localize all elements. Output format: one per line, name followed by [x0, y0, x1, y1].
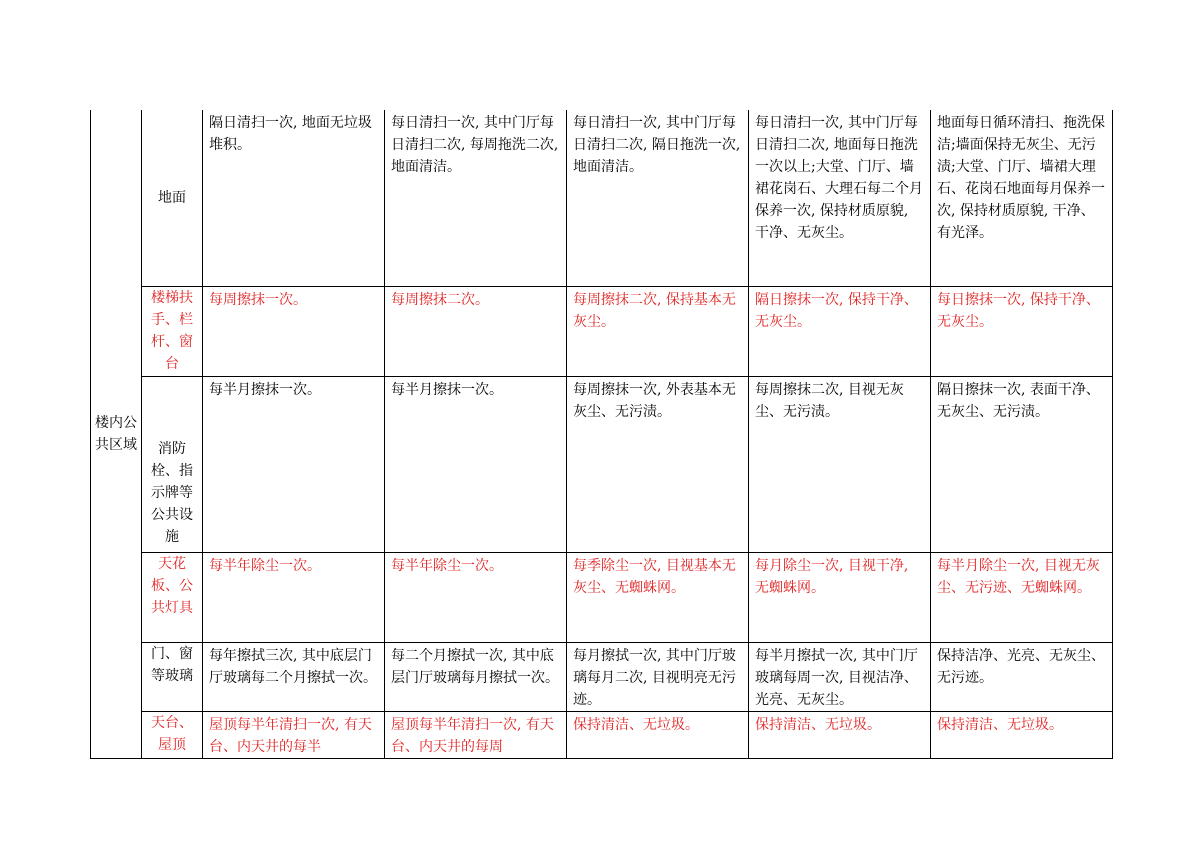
standard-cell: 屋顶每半年清扫一次, 有天台、内天井的每半: [203, 711, 385, 758]
standard-cell: 每月除尘一次, 目视干净, 无蜘蛛网。: [749, 552, 931, 642]
standard-cell: 每半年除尘一次。: [203, 552, 385, 642]
standard-cell: 每半月擦抹一次。: [203, 376, 385, 552]
standard-cell: 每周擦抹二次。: [385, 286, 567, 376]
cleaning-standards-table: [90, 110, 1113, 759]
item-rooftop: 天台、屋顶: [142, 711, 203, 758]
standard-cell: 每半月擦抹一次。: [385, 376, 567, 552]
standard-cell: 每周擦抹二次, 目视无灰尘、无污渍。: [749, 376, 931, 552]
standard-cell: 每周擦抹二次, 保持基本无灰尘。: [567, 286, 749, 376]
standard-cell: 每二个月擦拭一次, 其中底层门厅玻璃每月擦拭一次。: [385, 642, 567, 711]
standard-cell: 每周擦抹一次。: [203, 286, 385, 376]
row-rooftop: [91, 711, 1113, 758]
row-stair-rails: [91, 286, 1113, 376]
standard-cell: 保持清洁、无垃圾。: [931, 711, 1113, 758]
standard-cell: 每半年除尘一次。: [385, 552, 567, 642]
item-stair-rails: 楼梯扶手、栏杆、窗台: [142, 286, 203, 376]
row-glass: [91, 642, 1113, 711]
standard-cell: 每半月除尘一次, 目视无灰尘、无污迹、无蜘蛛网。: [931, 552, 1113, 642]
standard-cell: 保持清洁、无垃圾。: [749, 711, 931, 758]
row-floor: [91, 110, 1113, 286]
standard-cell: 每日擦抹一次, 保持干净、无灰尘。: [931, 286, 1113, 376]
standard-cell: 每月擦拭一次, 其中门厅玻璃每月二次, 目视明亮无污迹。: [567, 642, 749, 711]
standard-cell: 隔日擦抹一次, 表面干净、无灰尘、无污渍。: [931, 376, 1113, 552]
standard-cell: 隔日清扫一次, 地面无垃圾堆积。: [203, 110, 385, 286]
standard-cell: 每日清扫一次, 其中门厅每日清扫二次, 每周拖洗二次, 地面清洁。: [385, 110, 567, 286]
standard-cell: 保持清洁、无垃圾。: [567, 711, 749, 758]
standard-cell: 地面每日循环清扫、拖洗保洁;墙面保持无灰尘、无污渍;大堂、门厅、墙裙大理石、花岗石地面每月保养一次, 保持材质原貌, 干净、有光泽。: [931, 110, 1113, 286]
item-floor: 地面: [142, 110, 203, 286]
standard-cell: 每半月擦拭一次, 其中门厅玻璃每周一次, 目视洁净、光亮、无灰尘。: [749, 642, 931, 711]
item-fire-hydrant: 消防栓、指示牌等公共设施: [142, 376, 203, 552]
standard-cell: 每日清扫一次, 其中门厅每日清扫二次, 隔日拖洗一次, 地面清洁。: [567, 110, 749, 286]
standard-cell: 每年擦拭三次, 其中底层门厅玻璃每二个月擦拭一次。: [203, 642, 385, 711]
area-label-cell: 楼内公共区域: [91, 110, 142, 758]
standard-cell: 保持洁净、光亮、无灰尘、无污迹。: [931, 642, 1113, 711]
item-ceiling-lights: 天花板、公共灯具: [142, 552, 203, 642]
standard-cell: 屋顶每半年清扫一次, 有天台、内天井的每周: [385, 711, 567, 758]
row-fire-hydrant: [91, 376, 1113, 552]
standard-cell: 隔日擦抹一次, 保持干净、无灰尘。: [749, 286, 931, 376]
standard-cell: 每日清扫一次, 其中门厅每日清扫二次, 地面每日拖洗一次以上;大堂、门厅、墙裙花岗石、大理石每二个月保养一次, 保持材质原貌, 干净、无灰尘。: [749, 110, 931, 286]
standard-cell: 每季除尘一次, 目视基本无灰尘、无蜘蛛网。: [567, 552, 749, 642]
item-glass: 门、窗等玻璃: [142, 642, 203, 711]
row-ceiling-lights: [91, 552, 1113, 642]
standard-cell: 每周擦抹一次, 外表基本无灰尘、无污渍。: [567, 376, 749, 552]
